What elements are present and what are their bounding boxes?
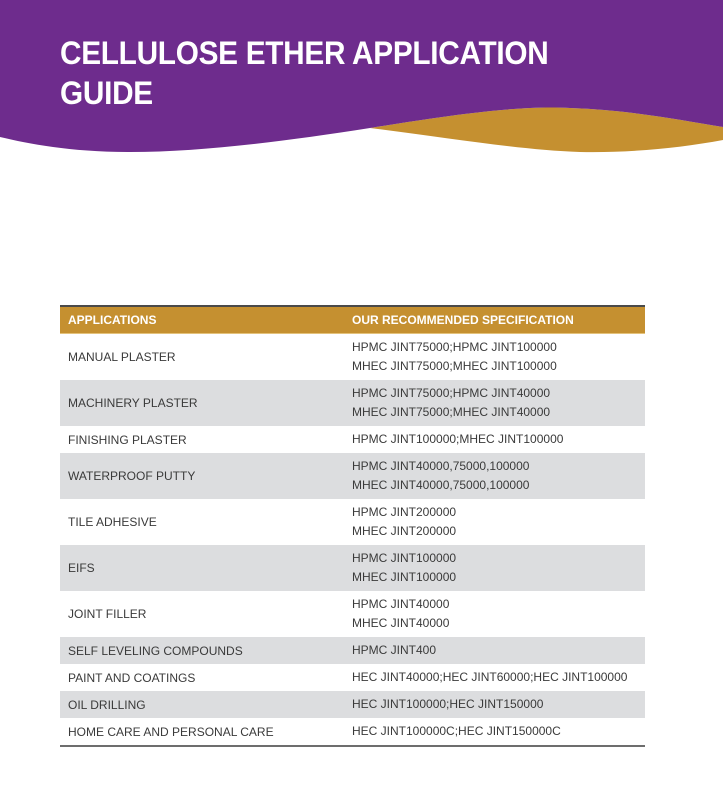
spec-line: MHEC JINT100000 (352, 570, 457, 584)
spec-line: HEC JINT100000C;HEC JINT150000C (352, 724, 561, 738)
spec-line: HPMC JINT400 (352, 643, 437, 657)
spec-line: HPMC JINT40000 (352, 597, 450, 611)
table-row (60, 691, 645, 718)
table-row (60, 664, 645, 691)
header-specification: OUR RECOMMENDED SPECIFICATION (352, 312, 574, 327)
spec-cell (352, 457, 645, 495)
table-row (60, 426, 645, 453)
spec-line: MHEC JINT75000;MHEC JINT100000 (352, 359, 557, 373)
application-cell: OIL DRILLING (68, 697, 146, 712)
table-row (60, 334, 645, 380)
table-row (60, 718, 645, 745)
spec-line: HEC JINT100000;HEC JINT150000 (352, 697, 544, 711)
spec-line: HEC JINT40000;HEC JINT60000;HEC JINT100000 (352, 670, 628, 684)
application-cell: PAINT AND COATINGS (68, 670, 196, 685)
table-row (60, 380, 645, 426)
spec-cell (352, 384, 645, 422)
spec-cell (352, 722, 645, 741)
spec-line: MHEC JINT40000,75000,100000 (352, 478, 530, 492)
spec-cell (352, 503, 645, 541)
application-cell: EIFS (68, 561, 95, 575)
spec-line: HPMC JINT40000,75000,100000 (352, 459, 530, 473)
spec-line: HPMC JINT100000;MHEC JINT100000 (352, 432, 564, 446)
page-title: CELLULOSE ETHER APPLICATION GUIDE (60, 35, 549, 111)
table-row (60, 545, 645, 591)
spec-cell (352, 595, 645, 633)
table-row (60, 499, 645, 545)
spec-line: HPMC JINT100000 (352, 551, 457, 565)
spec-cell (352, 430, 645, 449)
spec-line: HPMC JINT75000;HPMC JINT40000 (352, 386, 551, 400)
application-cell: MANUAL PLASTER (68, 350, 176, 364)
spec-cell (352, 641, 645, 660)
application-cell: FINISHING PLASTER (68, 432, 187, 447)
application-cell: HOME CARE AND PERSONAL CARE (68, 724, 274, 739)
spec-line: HPMC JINT75000;HPMC JINT100000 (352, 340, 557, 354)
spec-line: MHEC JINT75000;MHEC JINT40000 (352, 405, 551, 419)
table-row (60, 591, 645, 637)
application-cell: MACHINERY PLASTER (68, 396, 198, 410)
application-cell: JOINT FILLER (68, 607, 147, 621)
table-row (60, 637, 645, 664)
application-cell: SELF LEVELING COMPOUNDS (68, 643, 243, 658)
spec-line: MHEC JINT200000 (352, 524, 457, 538)
spec-cell (352, 338, 645, 376)
application-cell: WATERPROOF PUTTY (68, 469, 196, 483)
application-table (60, 305, 645, 747)
spec-cell (352, 668, 645, 687)
table-row (60, 453, 645, 499)
spec-line: MHEC JINT40000 (352, 616, 450, 630)
application-cell: TILE ADHESIVE (68, 515, 157, 529)
spec-cell (352, 695, 645, 714)
spec-cell (352, 549, 645, 587)
spec-line: HPMC JINT200000 (352, 505, 457, 519)
header-applications: APPLICATIONS (68, 313, 157, 327)
header-banner (0, 0, 723, 170)
table-header (60, 307, 645, 334)
